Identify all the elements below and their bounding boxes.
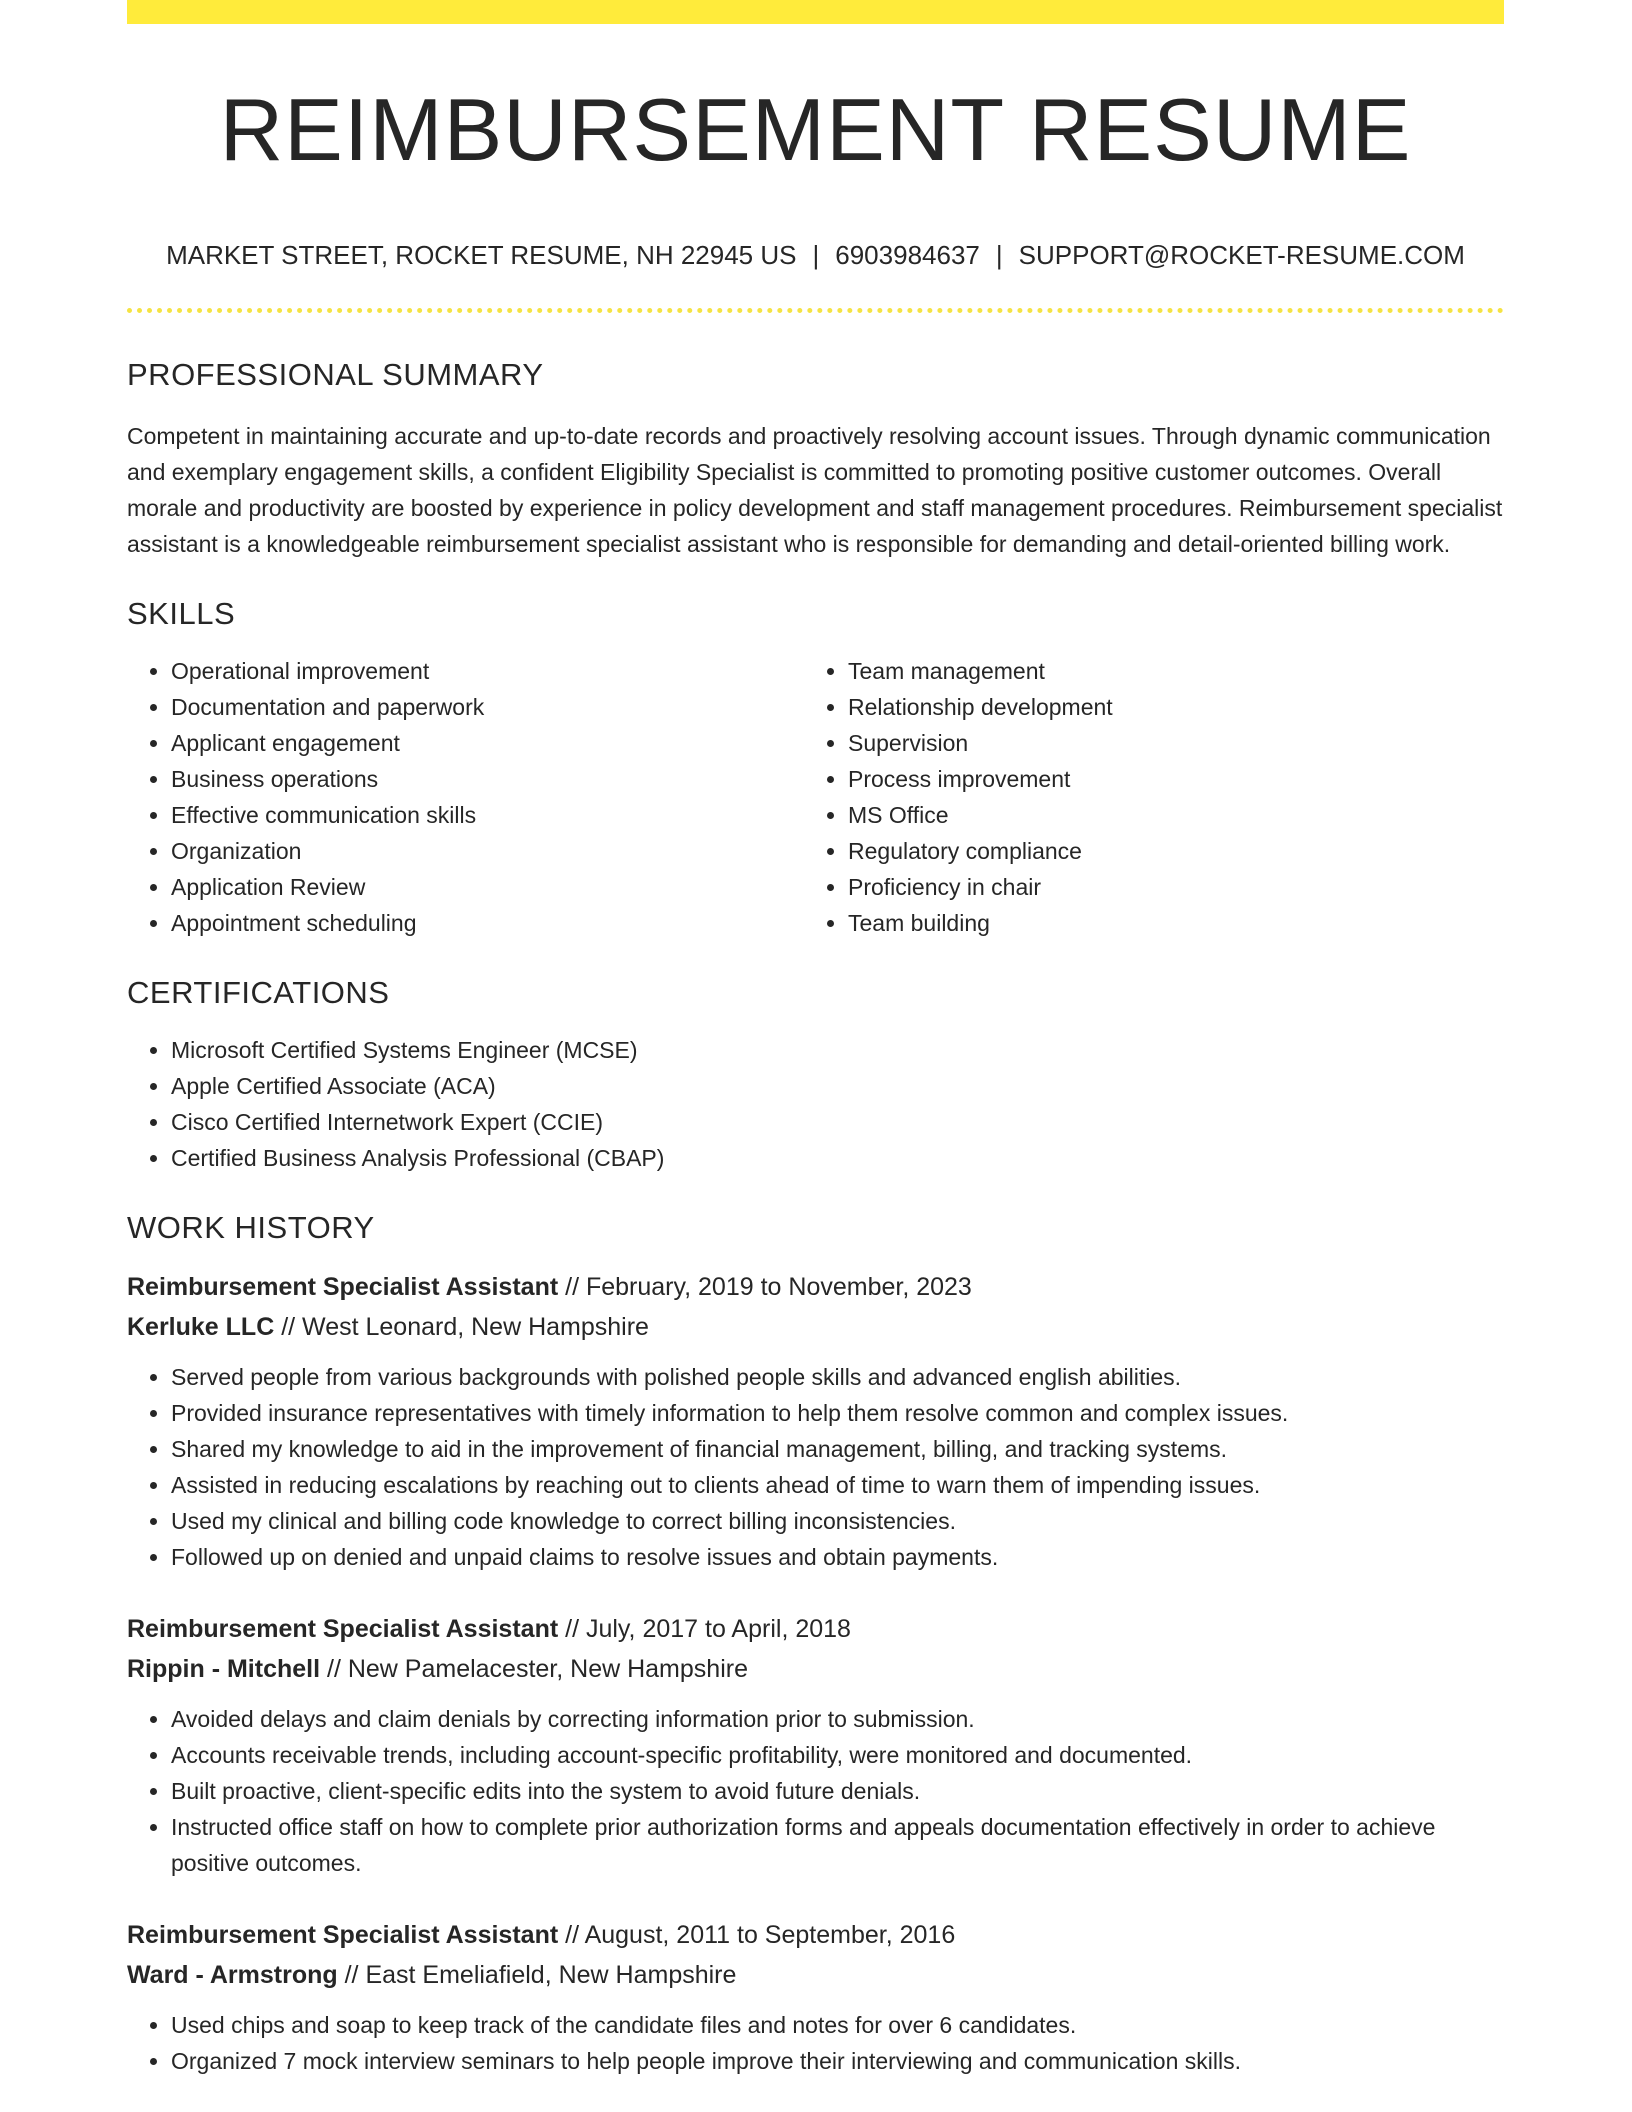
skill-item: • Documentation and paperwork	[171, 689, 804, 725]
skill-item: • Organization	[171, 833, 804, 869]
skill-item: • Relationship development	[848, 689, 1481, 725]
job-bullets	[127, 1359, 1504, 1575]
resume-page	[127, 0, 1504, 2079]
contact-email: SUPPORT@ROCKET-RESUME.COM	[1018, 240, 1465, 270]
job-bullet: • Followed up on denied and unpaid claims to resolve issues and obtain payments.	[171, 1539, 1504, 1575]
job-title-line	[127, 1915, 1504, 1955]
job-title-line	[127, 1267, 1504, 1307]
skills-list-left	[127, 653, 804, 941]
skills-columns	[127, 653, 1504, 941]
skill-item: • Supervision	[848, 725, 1481, 761]
certification-item: • Microsoft Certified Systems Engineer (MCSE)	[171, 1032, 1504, 1068]
skill-item: • Operational improvement	[171, 653, 804, 689]
contact-phone: 6903984637	[835, 240, 980, 270]
accent-bar	[127, 0, 1504, 24]
job-company: Rippin - Mitchell	[127, 1655, 321, 1683]
certification-item: • Apple Certified Associate (ACA)	[171, 1068, 1504, 1104]
skills-section	[127, 598, 1504, 941]
certification-item: • Certified Business Analysis Professional (CBAP)	[171, 1140, 1504, 1176]
job-title: Reimbursement Specialist Assistant	[127, 1921, 559, 1949]
job-bullets	[127, 1701, 1504, 1881]
skill-item: • Process improvement	[848, 761, 1481, 797]
job-entry	[127, 1915, 1504, 2079]
summary-text: Competent in maintaining accurate and up-to-date records and proactively resolving account issues. Through dynamic communication and exemplary engagement skills, a confident Eligibility Specialist is committed to promoting positive customer outcomes. Overall morale and productivity are boosted by experience in policy development and staff management procedures. Reimbursement specialist assistant is a knowledgeable reimbursement specialist assistant who is responsible for demanding and detail-oriented billing work.	[127, 423, 1503, 557]
job-bullet: • Avoided delays and claim denials by correcting information prior to submission.	[171, 1701, 1504, 1737]
job-bullet: • Accounts receivable trends, including account-specific profitability, were monitored and documented.	[171, 1737, 1504, 1773]
skill-item: • Regulatory compliance	[848, 833, 1481, 869]
skills-list-right	[804, 653, 1481, 941]
job-entry	[127, 1609, 1504, 1881]
resume-title: REIMBURSEMENT RESUME	[219, 80, 1412, 179]
certifications-section	[127, 977, 1504, 1176]
summary-section	[127, 359, 1504, 562]
job-company: Kerluke LLC	[127, 1313, 275, 1341]
skill-item: • Team management	[848, 653, 1481, 689]
job-bullet: • Used chips and soap to keep track of the candidate files and notes for over 6 candidates.	[171, 2007, 1504, 2043]
contact-separator: |	[812, 240, 820, 270]
certifications-list	[127, 1032, 1504, 1176]
skill-item: • Application Review	[171, 869, 804, 905]
job-dates: // February, 2019 to November, 2023	[558, 1273, 972, 1301]
skill-item: • Proficiency in chair	[848, 869, 1481, 905]
section-heading: WORK HISTORY	[127, 1210, 375, 1245]
job-company-line	[127, 1307, 1504, 1347]
job-bullet: • Shared my knowledge to aid in the improvement of financial management, billing, and tracking systems.	[171, 1431, 1504, 1467]
contact-separator: |	[995, 240, 1003, 270]
section-heading: SKILLS	[127, 596, 236, 631]
job-bullet: • Instructed office staff on how to complete prior authorization forms and appeals documentation effectively in order to achieve positive outcomes.	[171, 1809, 1504, 1881]
job-title-line	[127, 1609, 1504, 1649]
job-location: // New Pamelacester, New Hampshire	[320, 1655, 748, 1683]
job-location: // East Emeliafield, New Hampshire	[337, 1961, 737, 1989]
job-bullets	[127, 2007, 1504, 2079]
job-dates: // July, 2017 to April, 2018	[558, 1615, 851, 1643]
job-title: Reimbursement Specialist Assistant	[127, 1615, 559, 1643]
job-bullet: • Used my clinical and billing code knowledge to correct billing inconsistencies.	[171, 1503, 1504, 1539]
skill-item: • Team building	[848, 905, 1481, 941]
job-company-line	[127, 1955, 1504, 1995]
job-bullet: • Served people from various backgrounds with polished people skills and advanced english abilities.	[171, 1359, 1504, 1395]
section-heading: CERTIFICATIONS	[127, 975, 390, 1010]
work-history-section	[127, 1212, 1504, 2079]
job-bullet: • Provided insurance representatives with timely information to help them resolve common and complex issues.	[171, 1395, 1504, 1431]
certification-item: • Cisco Certified Internetwork Expert (CCIE)	[171, 1104, 1504, 1140]
skill-item: • MS Office	[848, 797, 1481, 833]
job-bullet: • Built proactive, client-specific edits into the system to avoid future denials.	[171, 1773, 1504, 1809]
job-company-line	[127, 1649, 1504, 1689]
job-title: Reimbursement Specialist Assistant	[127, 1273, 559, 1301]
job-dates: // August, 2011 to September, 2016	[558, 1921, 956, 1949]
job-location: // West Leonard, New Hampshire	[274, 1313, 649, 1341]
dotted-divider	[127, 308, 1504, 313]
job-bullet: • Organized 7 mock interview seminars to help people improve their interviewing and communication skills.	[171, 2043, 1504, 2079]
skill-item: • Business operations	[171, 761, 804, 797]
skill-item: • Appointment scheduling	[171, 905, 804, 941]
job-entry	[127, 1267, 1504, 1575]
contact-line	[127, 242, 1504, 268]
section-heading: PROFESSIONAL SUMMARY	[127, 357, 544, 392]
contact-address: MARKET STREET, ROCKET RESUME, NH 22945 US	[166, 240, 797, 270]
job-company: Ward - Armstrong	[127, 1961, 338, 1989]
job-bullet: • Assisted in reducing escalations by reaching out to clients ahead of time to warn them of impending issues.	[171, 1467, 1504, 1503]
skill-item: • Effective communication skills	[171, 797, 804, 833]
skill-item: • Applicant engagement	[171, 725, 804, 761]
